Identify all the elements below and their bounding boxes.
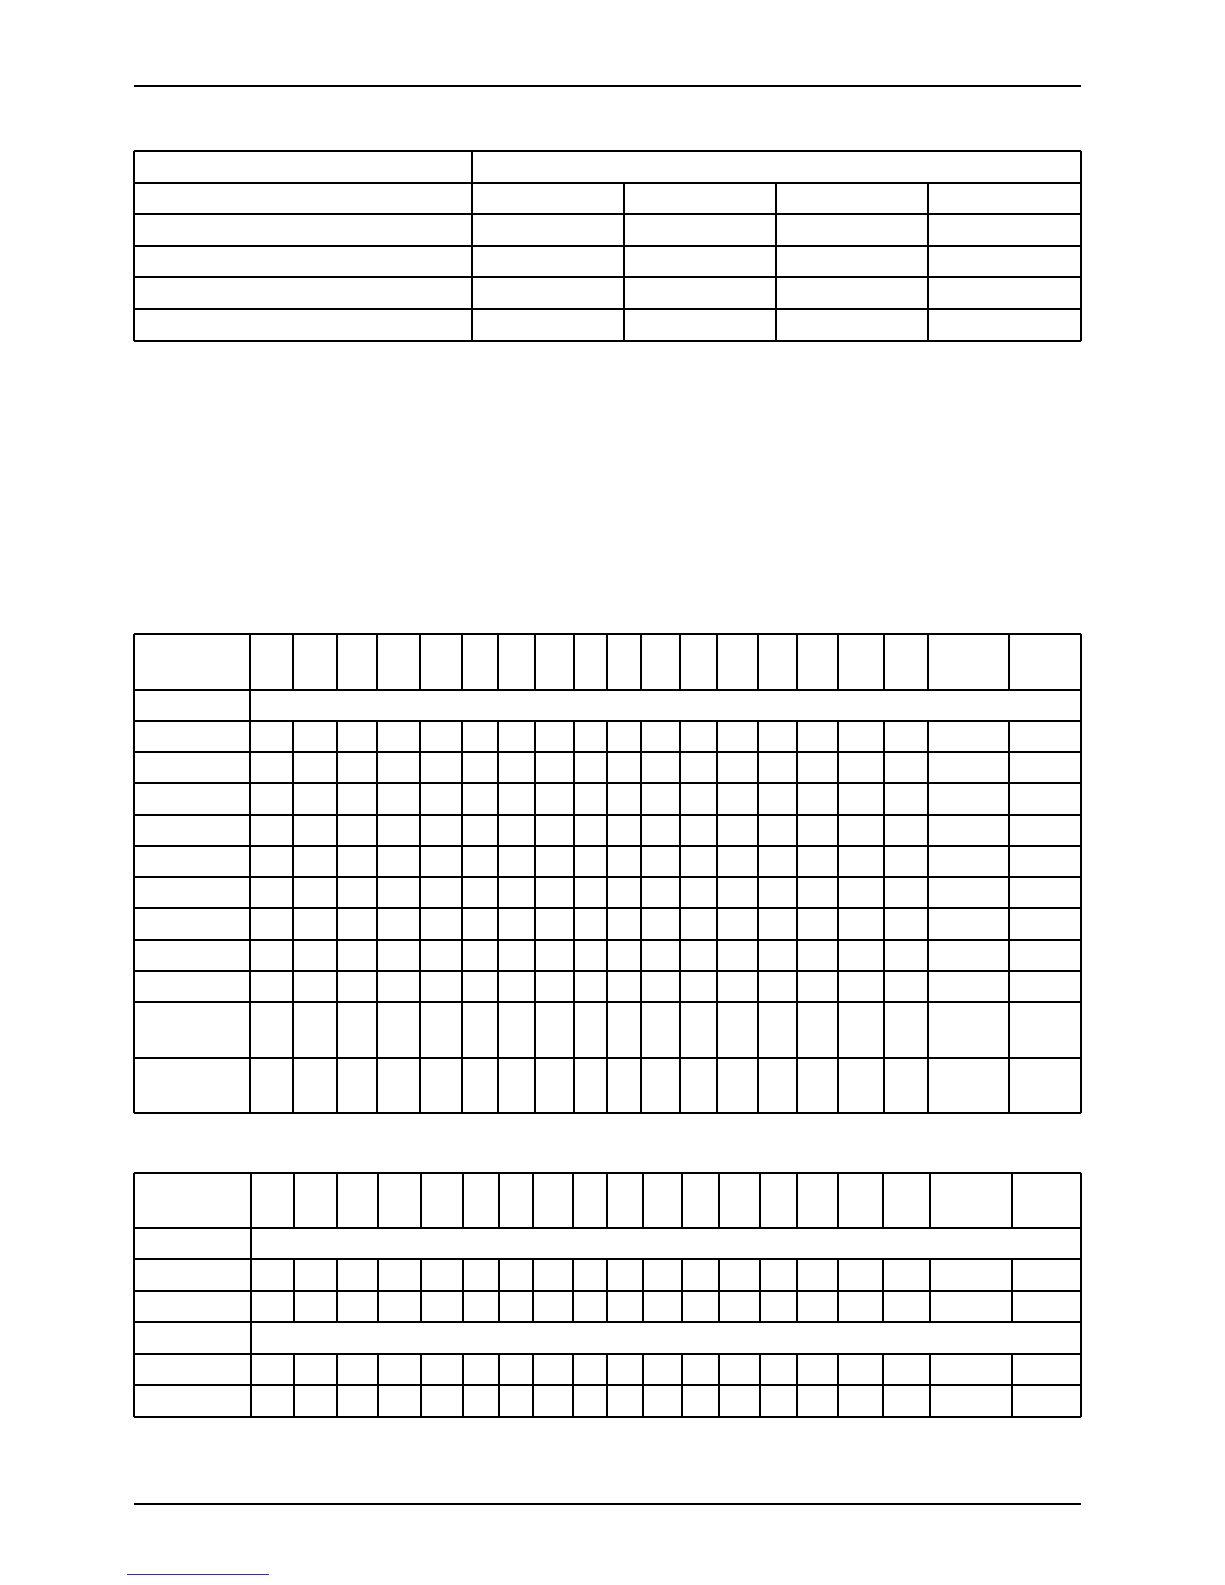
footer-rule [134,1503,1081,1505]
footer-link[interactable] [127,1574,269,1575]
